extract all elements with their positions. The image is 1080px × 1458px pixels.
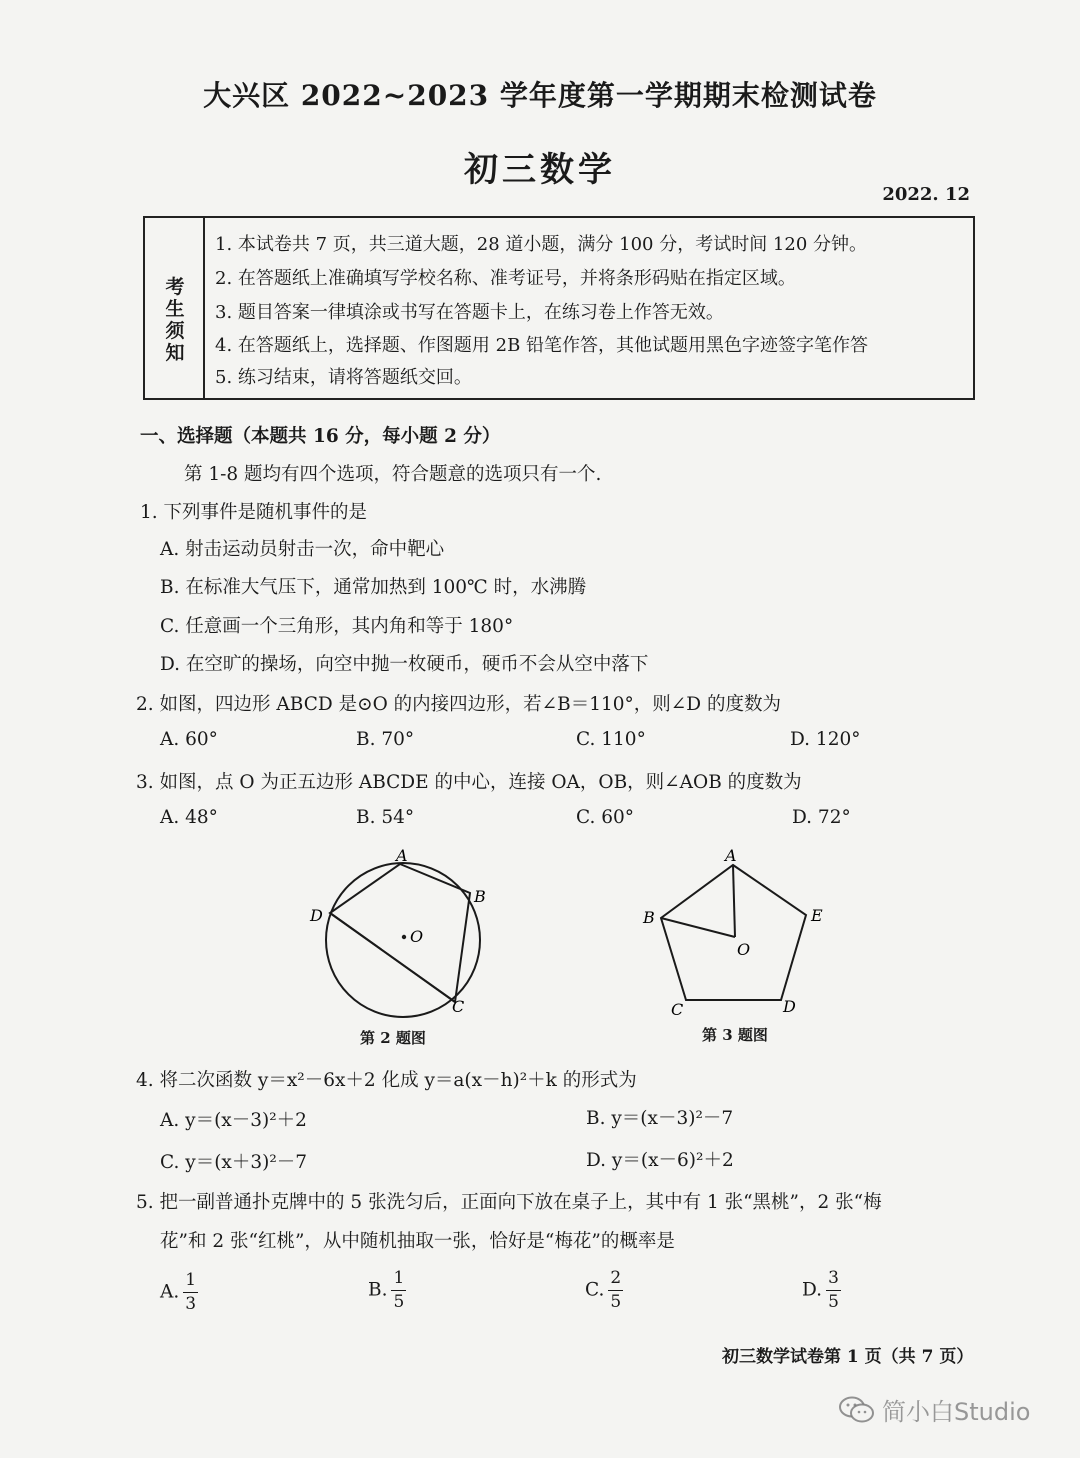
- question-1-option-c: C. 任意画一个三角形，其内角和等于 180°: [160, 616, 514, 637]
- label-a: A: [396, 846, 408, 865]
- label-a: A: [725, 846, 737, 865]
- label-o: O: [410, 927, 424, 946]
- center-point-o: [402, 935, 406, 939]
- diagonal-dc: [330, 913, 455, 1002]
- watermark-text: 简小白Studio: [882, 1398, 1031, 1426]
- question-3-stem: 3. 如图，点 O 为正五边形 ABCDE 的中心，连接 OA，OB，则∠AOB 的度数为: [136, 772, 802, 793]
- segment-ob: [661, 918, 735, 937]
- segment-oa: [733, 865, 735, 937]
- exam-title: 大兴区 2022~2023 学年度第一学期期末检测试卷: [203, 79, 877, 112]
- question-2-option-c: C. 110°: [576, 729, 646, 750]
- section-instruction: 第 1-8 题均有四个选项，符合题意的选项只有一个.: [184, 464, 602, 485]
- notice-label: 考生须知: [165, 276, 185, 364]
- question-4-option-d: D. y＝(x－6)²＋2: [586, 1150, 734, 1171]
- fraction: $\frac{1}{5}$: [393, 1268, 405, 1312]
- notice-item: 5. 练习结束，请将答题纸交回。: [215, 367, 472, 388]
- option-letter: B.: [368, 1279, 388, 1301]
- option-letter: A.: [160, 1281, 180, 1303]
- question-2-option-b: B. 70°: [356, 729, 415, 750]
- question-1-option-d: D. 在空旷的操场，向空中抛一枚硬币，硬币不会从空中落下: [160, 654, 649, 675]
- question-1-stem: 1. 下列事件是随机事件的是: [140, 502, 368, 523]
- notice-item: 3. 题目答案一律填涂或书写在答题卡上，在练习卷上作答无效。: [215, 302, 724, 323]
- label-o: O: [737, 940, 751, 959]
- question-2-stem: 2. 如图，四边形 ABCD 是⊙O 的内接四边形，若∠B＝110°，则∠D 的度数为: [136, 694, 781, 715]
- question-5-option-a: [160, 1272, 198, 1313]
- label-d: D: [783, 997, 796, 1016]
- option-letter: D.: [802, 1279, 823, 1301]
- section-heading: 一、选择题（本题共 16 分，每小题 2 分）: [140, 426, 501, 447]
- exam-date: 2022. 12: [882, 184, 970, 205]
- exam-subject: 初三数学: [464, 150, 616, 190]
- notice-item: 2. 在答题纸上准确填写学校名称、准考证号，并将条形码贴在指定区域。: [215, 268, 796, 289]
- question-5-stem-line-1: 5. 把一副普通扑克牌中的 5 张洗匀后，正面向下放在桌子上，其中有 1 张“黑桃”，2 张“梅: [136, 1192, 882, 1213]
- question-5-option-b: [368, 1270, 406, 1311]
- notice-item: 4. 在答题纸上，选择题、作图题用 2B 铅笔作答，其他试题用黑色字迹签字笔作答: [215, 335, 869, 356]
- wechat-icon: [838, 1395, 876, 1425]
- label-b: B: [643, 908, 655, 927]
- question-5-stem-line-2: 花”和 2 张“红桃”，从中随机抽取一张，恰好是“梅花”的概率是: [160, 1231, 675, 1252]
- figure-3-caption: 第 3 题图: [702, 1026, 768, 1044]
- label-c: C: [452, 997, 465, 1016]
- question-2-option-d: D. 120°: [790, 729, 861, 750]
- notice-label-column: [145, 218, 205, 398]
- fraction: $\frac{1}{3}$: [185, 1270, 197, 1314]
- question-1-option-b: B. 在标准大气压下，通常加热到 100℃ 时，水沸腾: [160, 577, 587, 598]
- notice-box: [143, 216, 975, 400]
- label-d: D: [310, 906, 323, 925]
- figure-2-diagram: [300, 842, 500, 1022]
- question-2-option-a: A. 60°: [160, 729, 218, 750]
- question-5-option-c: [585, 1270, 623, 1311]
- question-3-option-d: D. 72°: [792, 807, 851, 828]
- fraction: $\frac{2}{5}$: [610, 1268, 622, 1312]
- question-3-option-c: C. 60°: [576, 807, 635, 828]
- option-letter: C.: [585, 1279, 605, 1301]
- question-4-stem: 4. 将二次函数 y＝x²－6x＋2 化成 y＝a(x－h)²＋k 的形式为: [136, 1070, 637, 1091]
- figure-2-caption: 第 2 题图: [360, 1029, 426, 1047]
- label-c: C: [671, 1000, 684, 1019]
- question-4-option-c: C. y＝(x＋3)²－7: [160, 1152, 308, 1173]
- label-b: B: [474, 887, 486, 906]
- label-e: E: [811, 906, 823, 925]
- fraction: $\frac{3}{5}$: [828, 1268, 839, 1312]
- question-5-option-d: [802, 1270, 841, 1311]
- figure-3-diagram: [635, 842, 835, 1022]
- quadrilateral-abcd: [330, 864, 470, 1002]
- watermark: [838, 1392, 1030, 1427]
- notice-item: 1. 本试卷共 7 页，共三道大题，28 道小题，满分 100 分，考试时间 120 分钟。: [215, 234, 868, 255]
- question-4-option-b: B. y＝(x－3)²－7: [586, 1108, 734, 1129]
- question-3-option-a: A. 48°: [160, 807, 218, 828]
- question-4-option-a: A. y＝(x－3)²＋2: [160, 1110, 307, 1131]
- page-footer: 初三数学试卷第 1 页（共 7 页）: [722, 1347, 974, 1367]
- question-3-option-b: B. 54°: [356, 807, 415, 828]
- question-1-option-a: A. 射击运动员射击一次，命中靶心: [160, 539, 445, 560]
